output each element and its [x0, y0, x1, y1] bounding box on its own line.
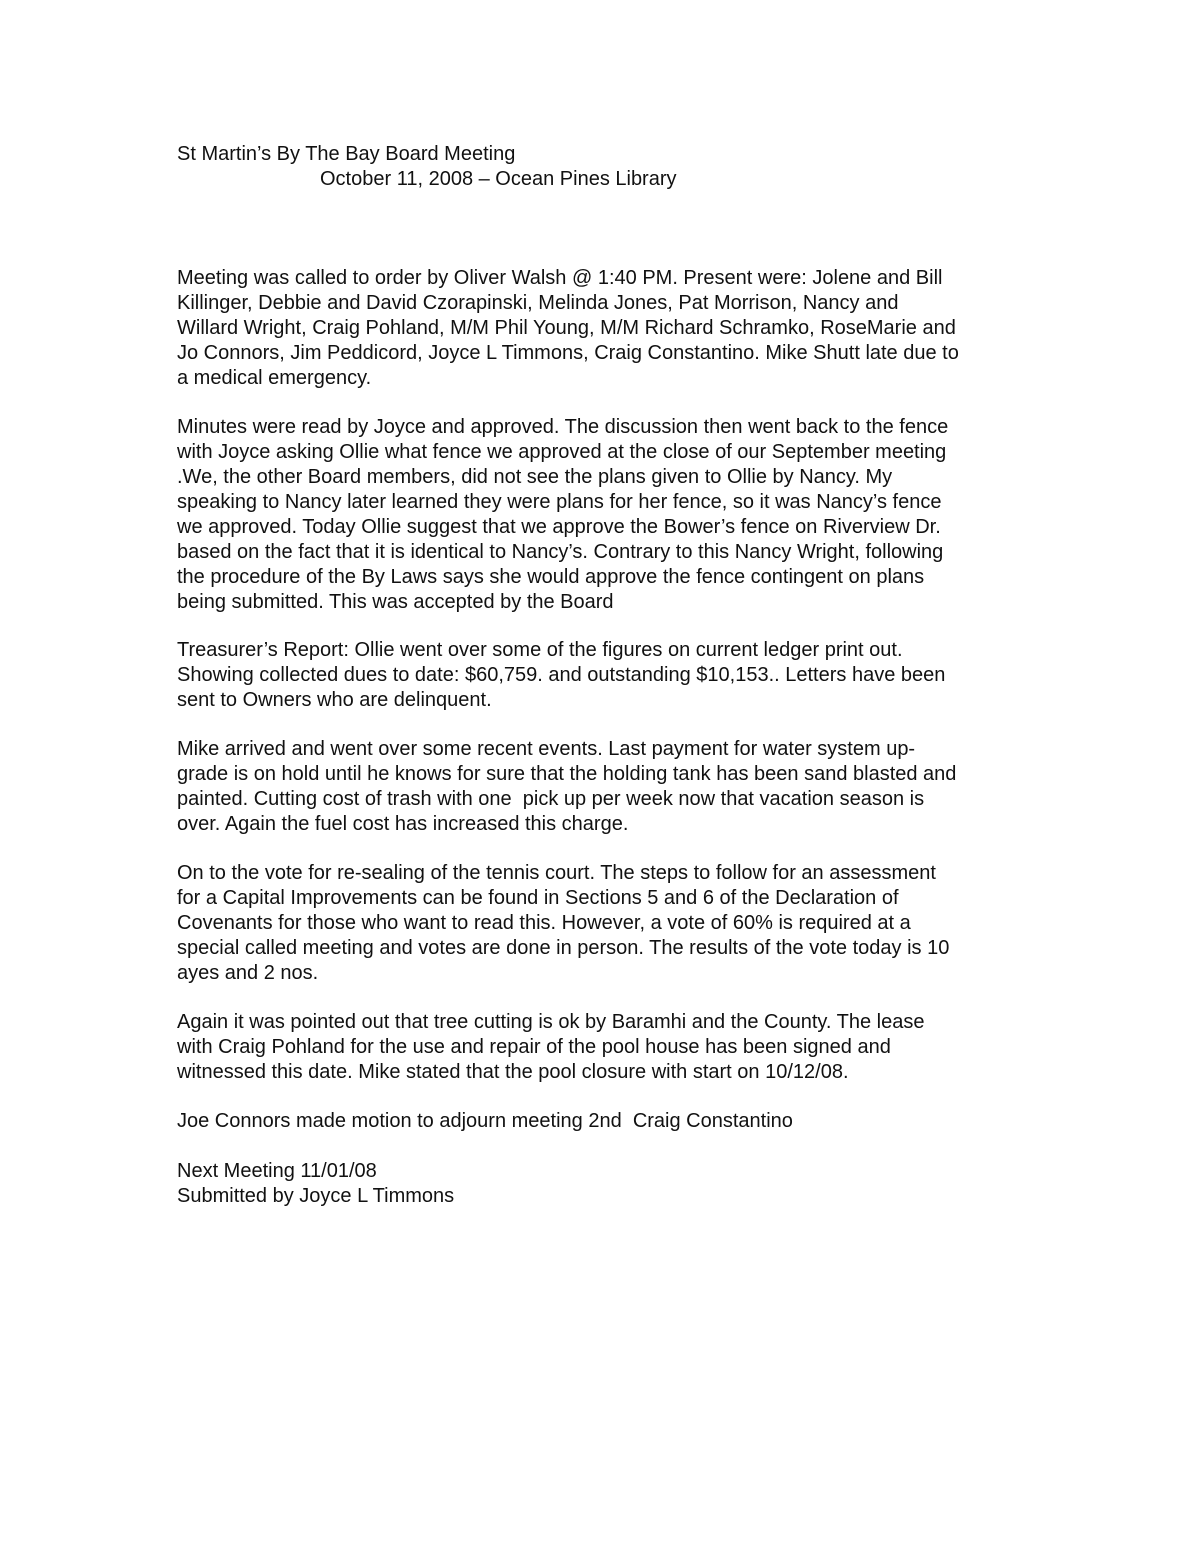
paragraph-line: grade is on hold until he knows for sure that the holding tank has been sand blasted and	[177, 763, 957, 785]
paragraph-line: Willard Wright, Craig Pohland, M/M Phil Young, M/M Richard Schramko, RoseMarie and	[177, 317, 956, 339]
paragraph-line: Treasurer’s Report: Ollie went over some of the figures on current ledger print out.	[177, 639, 903, 661]
paragraph-line: we approved. Today Ollie suggest that we approve the Bower’s fence on Riverview Dr.	[177, 516, 941, 538]
submitted-by: Submitted by Joyce L Timmons	[177, 1185, 455, 1207]
paragraph-line: Showing collected dues to date: $60,759. and outstanding $10,153.. Letters have been	[177, 664, 946, 686]
paragraph-line: speaking to Nancy later learned they were plans for her fence, so it was Nancy’s fence	[177, 491, 942, 513]
paragraph-line: Minutes were read by Joyce and approved. The discussion then went back to the fence	[177, 416, 949, 438]
paragraph-line: sent to Owners who are delinquent.	[177, 689, 492, 711]
paragraph-line: .We, the other Board members, did not see the plans given to Ollie by Nancy. My	[177, 466, 893, 488]
paragraph-line: Covenants for those who want to read this. However, a vote of 60% is required at a	[177, 912, 911, 934]
paragraph-line: witnessed this date. Mike stated that the pool closure with start on 10/12/08.	[177, 1061, 849, 1083]
paragraph-line: On to the vote for re-sealing of the tennis court. The steps to follow for an assessment	[177, 862, 936, 884]
next-meeting: Next Meeting 11/01/08	[177, 1160, 377, 1182]
paragraph-line: ayes and 2 nos.	[177, 962, 319, 984]
paragraph-line: a medical emergency.	[177, 367, 372, 389]
paragraph-line: painted. Cutting cost of trash with one pick up per week now that vacation season is	[177, 788, 925, 810]
paragraph-line: Meeting was called to order by Oliver Walsh @ 1:40 PM. Present were: Jolene and Bill	[177, 267, 943, 289]
paragraph-line: for a Capital Improvements can be found in Sections 5 and 6 of the Declaration of	[177, 887, 899, 909]
paragraph-line: Killinger, Debbie and David Czorapinski, Melinda Jones, Pat Morrison, Nancy and	[177, 292, 899, 314]
paragraph-line: based on the fact that it is identical to Nancy’s. Contrary to this Nancy Wright, following	[177, 541, 944, 563]
paragraph-line: Mike arrived and went over some recent events. Last payment for water system up-	[177, 738, 916, 760]
paragraph-line: the procedure of the By Laws says she would approve the fence contingent on plans	[177, 566, 925, 588]
paragraph-line: special called meeting and votes are done in person. The results of the vote today is 10	[177, 937, 950, 959]
paragraph-line: with Craig Pohland for the use and repair of the pool house has been signed and	[177, 1036, 891, 1058]
document-subtitle: October 11, 2008 – Ocean Pines Library	[320, 168, 677, 190]
paragraph-line: over. Again the fuel cost has increased this charge.	[177, 813, 629, 835]
paragraph-line: Again it was pointed out that tree cutting is ok by Baramhi and the County. The lease	[177, 1011, 925, 1033]
paragraph-line: Joe Connors made motion to adjourn meeting 2nd Craig Constantino	[177, 1110, 793, 1132]
paragraph-line: being submitted. This was accepted by the Board	[177, 591, 614, 613]
paragraph-line: Jo Connors, Jim Peddicord, Joyce L Timmons, Craig Constantino. Mike Shutt late due to	[177, 342, 959, 364]
document-title: St Martin’s By The Bay Board Meeting	[177, 143, 516, 165]
paragraph-line: with Joyce asking Ollie what fence we approved at the close of our September meeting	[177, 441, 947, 463]
